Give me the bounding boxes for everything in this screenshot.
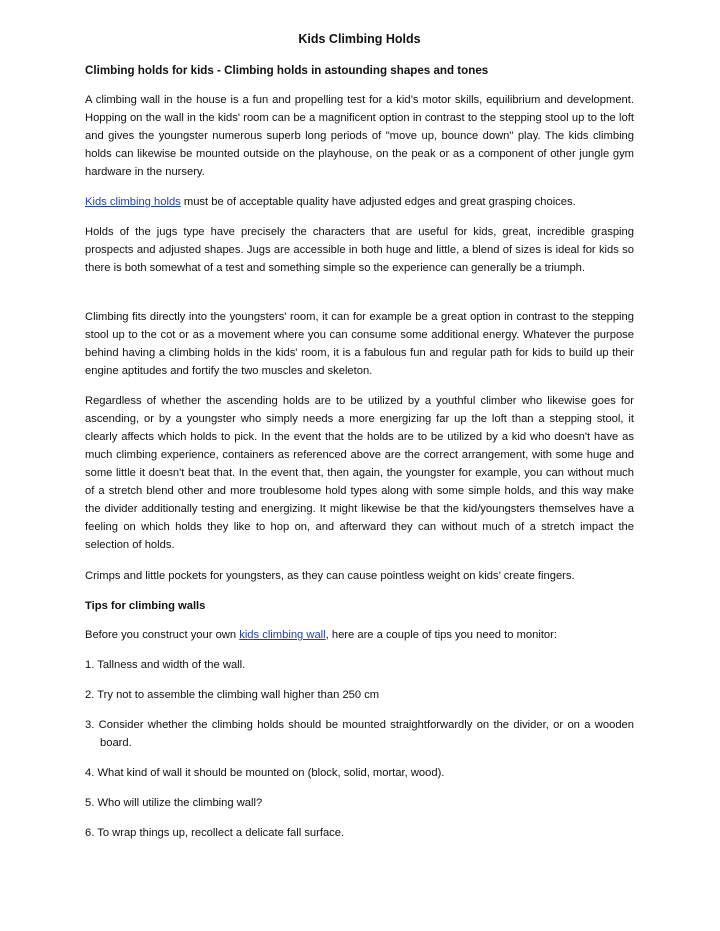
- list-item: 5. Who will utilize the climbing wall?: [85, 797, 263, 809]
- tips-intro-after: , here are a couple of tips you need to monitor:: [325, 629, 557, 641]
- list-item: 6. To wrap things up, recollect a delicate fall surface.: [85, 827, 345, 839]
- document-subtitle: Climbing holds for kids - Climbing holds in astounding shapes and tones: [85, 64, 489, 77]
- kids-climbing-holds-link[interactable]: Kids climbing holds: [85, 196, 181, 208]
- paragraph-jugs: Holds of the jugs type have precisely the characters that are useful for kids, great, incredible grasping prospects and adjusted shapes. Jugs are accessible in both huge and little, a blend of sizes is ideal for kids so there is both somewhat of a test and something simple so the experience can generally be a triumph.: [85, 226, 634, 274]
- document-title: Kids Climbing Holds: [298, 32, 421, 46]
- paragraph-quality: [85, 193, 634, 211]
- paragraph-crimps: Crimps and little pockets for youngsters, as they can cause pointless weight on kids’ create fingers.: [85, 570, 575, 582]
- tips-intro-before: Before you construct your own: [85, 629, 240, 641]
- list-item: 3. Consider whether the climbing holds should be mounted straightforwardly on the divider, or on a wooden board.: [85, 719, 634, 749]
- paragraph-room: Climbing fits directly into the youngsters' room, it can for example be a great option in contrast to the stepping stool up to the cot or as a movement where you can consume some additional energy. Whatever the purpose behind having a climbing holds in the kids' room, it is a fabulous fun and regular path for kids to build up their engine aptitudes and fortify the two muscles and skeleton.: [85, 311, 634, 377]
- kids-climbing-wall-link[interactable]: kids climbing wall: [239, 629, 326, 641]
- list-item: 4. What kind of wall it should be mounted on (block, solid, mortar, wood).: [85, 767, 445, 779]
- paragraph-intro: A climbing wall in the house is a fun and propelling test for a kid’s motor skills, equilibrium and development. Hopping on the wall in the kids' room can be a magnificent option in contrast to the stepping stool up to the loft and gives the youngster numerous superb long periods of "move up, bounce down" play. The kids climbing holds can likewise be mounted outside on the playhouse, on the peak or as a component of other jungle gym hardware in the nursery.: [85, 94, 634, 178]
- paragraph-quality-text: must be of acceptable quality have adjusted edges and great grasping choices.: [180, 196, 576, 208]
- paragraph-choosing-holds: Regardless of whether the ascending holds are to be utilized by a youthful climber who likewise goes for ascending, or by a youngster who simply needs a more energizing far up the loft than a stepping stool, it clearly affects which holds to pick. In the event that the holds are to be utilized by a kid who doesn't have as much climbing experience, containers as referenced above are the correct arrangement, with some huge and some little it doesn't beat that. In the event that, then again, the youngster for example, you can without much of a stretch blend other and more troublesome hold types along with some simple holds, and this way make the divider additionally testing and energizing. It might likewise be that the kid/youngsters themselves have a feeling on which holds they like to hop on, and afterward they can without much of a stretch impact the selection of holds.: [85, 395, 634, 551]
- list-item: 2. Try not to assemble the climbing wall higher than 250 cm: [85, 689, 380, 701]
- tips-intro: [85, 626, 634, 644]
- tips-heading: Tips for climbing walls: [85, 600, 206, 612]
- list-item: 1. Tallness and width of the wall.: [85, 659, 246, 671]
